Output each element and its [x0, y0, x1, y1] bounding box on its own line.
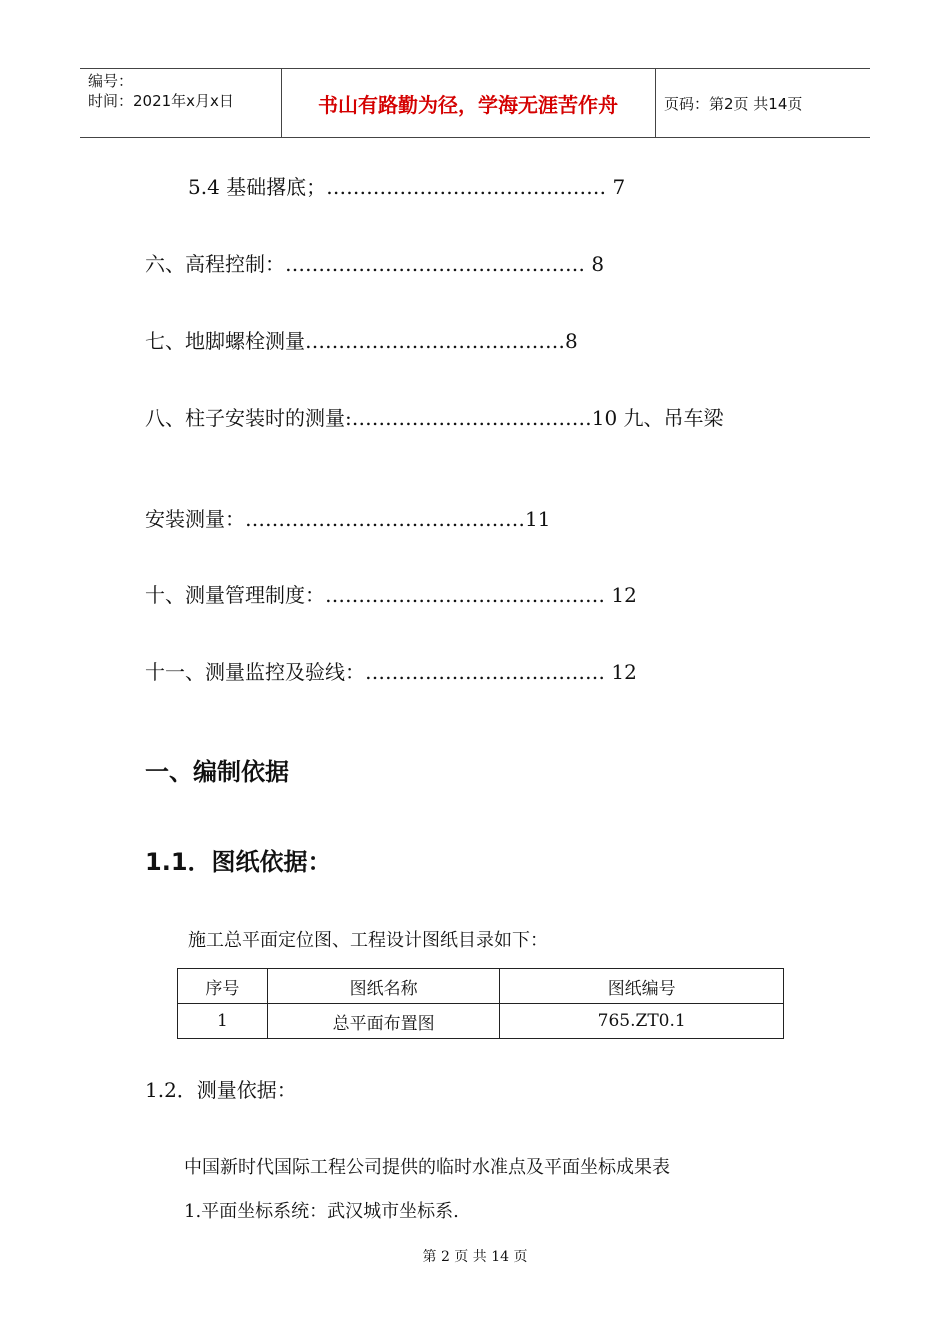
header-meta: [88, 71, 234, 111]
date-label: 时间：2021年x月x日: [88, 92, 234, 110]
table-row: [178, 1004, 784, 1039]
subsection-heading: 1.2．测量依据：: [145, 1078, 297, 1102]
toc-entry: 安装测量：……………………………………11: [145, 507, 551, 531]
toc-entry: 八、柱子安装时的测量:………………………………10 九、吊车梁: [145, 406, 724, 430]
table-cell: 总平面布置图: [267, 1004, 500, 1039]
header-motto: 书山有路勤为径，学海无涯苦作舟: [318, 92, 618, 117]
table-header-row: [178, 969, 784, 1004]
toc-entry: 六、高程控制：……………………………………… 8: [145, 252, 605, 276]
code-label: 编号：: [88, 72, 134, 90]
table-cell: 1: [178, 1004, 268, 1039]
table-cell: 765.ZT0.1: [500, 1004, 784, 1039]
page-header: [80, 68, 870, 138]
header-page-info: 页码：第2页 共14页: [664, 94, 803, 113]
drawing-table: [177, 968, 784, 1039]
table-header-cell: 图纸编号: [500, 969, 784, 1004]
table-header-cell: 序号: [178, 969, 268, 1004]
page-footer: 第 2 页 共 14 页: [422, 1249, 528, 1265]
section-heading: 一、编制依据: [145, 758, 289, 786]
header-divider: [655, 69, 656, 137]
toc-entry: 七、地脚螺栓测量…………………………………8: [145, 329, 578, 353]
toc-entry: 5.4 基础撂底；…………………………………… 7: [188, 175, 626, 199]
subsection-heading: 1.1．图纸依据：: [145, 848, 332, 876]
toc-entry: 十、测量管理制度：…………………………………… 12: [145, 583, 637, 607]
table-header-cell: 图纸名称: [267, 969, 500, 1004]
intro-paragraph: 施工总平面定位图、工程设计图纸目录如下：: [188, 930, 548, 951]
body-paragraph: 1.平面坐标系统：武汉城市坐标系.: [184, 1201, 459, 1222]
body-paragraph: 中国新时代国际工程公司提供的临时水准点及平面坐标成果表: [184, 1157, 670, 1178]
toc-entry: 十一、测量监控及验线：……………………………… 12: [145, 660, 637, 684]
